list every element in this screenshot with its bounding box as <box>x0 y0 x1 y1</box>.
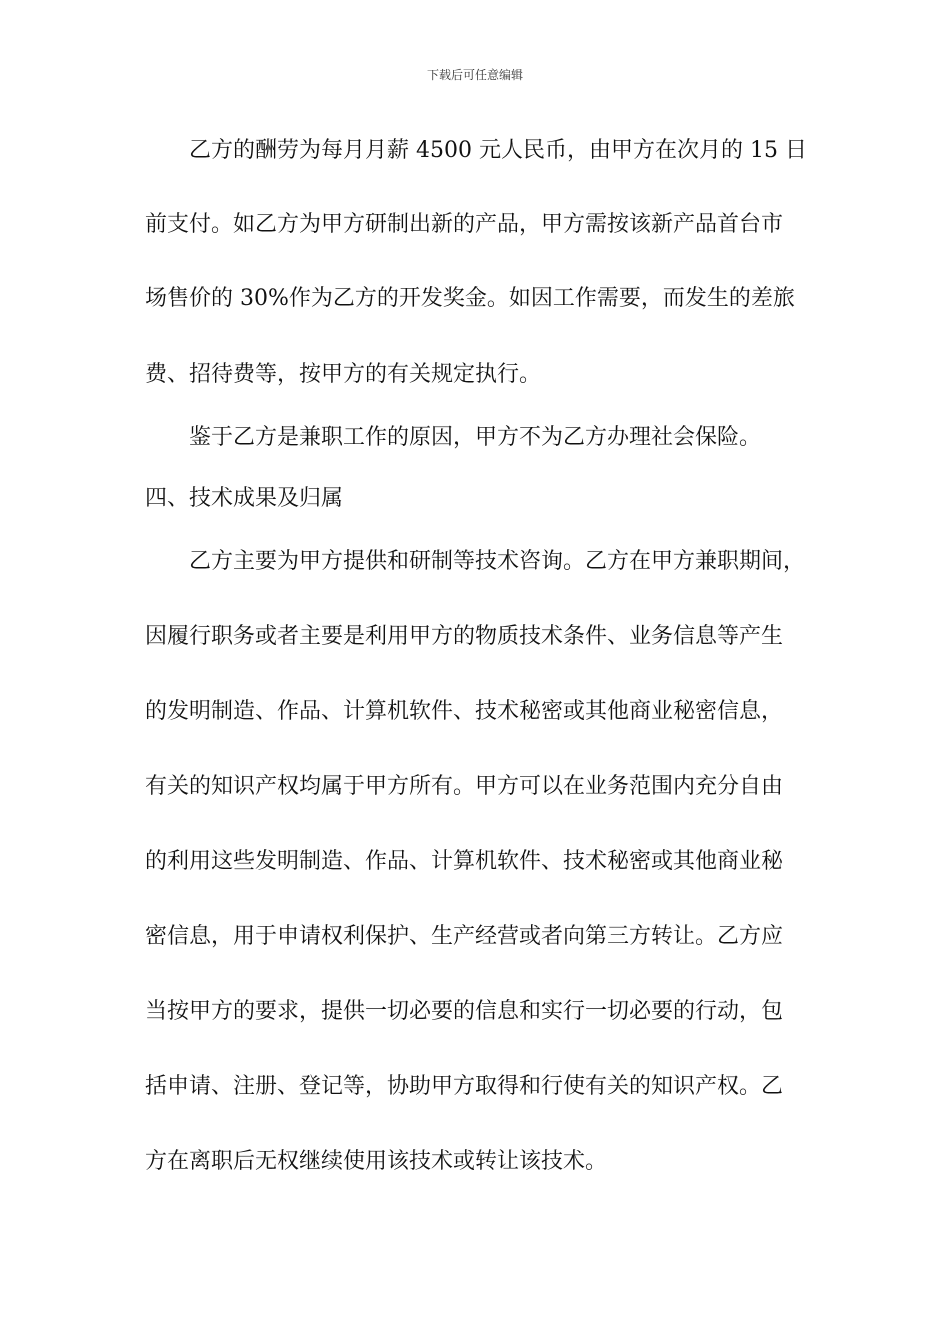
paragraph-line: 乙方的酬劳为每月月薪 4500 元人民币，由甲方在次月的 15 日 <box>189 138 807 163</box>
page-header: 下载后可任意编辑 <box>426 68 523 82</box>
paragraph-line: 鉴于乙方是兼职工作的原因，甲方不为乙方办理社会保险。 <box>189 425 762 450</box>
paragraph-line: 因履行职务或者主要是利用甲方的物质技术条件、业务信息等产生 <box>145 624 784 649</box>
paragraph-line: 的利用这些发明制造、作品、计算机软件、技术秘密或其他商业秘 <box>145 849 784 874</box>
paragraph-line: 的发明制造、作品、计算机软件、技术秘密或其他商业秘密信息， <box>145 699 784 724</box>
paragraph-line: 前支付。如乙方为甲方研制出新的产品，甲方需按该新产品首台市 <box>145 212 784 237</box>
paragraph-line: 密信息，用于申请权利保护、生产经营或者向第三方转让。乙方应 <box>145 924 784 949</box>
paragraph-line: 乙方主要为甲方提供和研制等技术咨询。乙方在甲方兼职期间， <box>189 549 806 574</box>
paragraph-line: 有关的知识产权均属于甲方所有。甲方可以在业务范围内充分自由 <box>145 774 784 799</box>
section-heading: 四、技术成果及归属 <box>145 486 344 511</box>
paragraph-line: 场售价的 30%作为乙方的开发奖金。如因工作需要，而发生的差旅 <box>145 286 795 311</box>
paragraph-line: 当按甲方的要求，提供一切必要的信息和实行一切必要的行动，包 <box>145 999 784 1024</box>
paragraph-line: 费、招待费等，按甲方的有关规定执行。 <box>145 362 542 387</box>
paragraph-line: 括申请、注册、登记等，协助甲方取得和行使有关的知识产权。乙 <box>145 1074 784 1099</box>
paragraph-line: 方在离职后无权继续使用该技术或转让该技术。 <box>145 1149 608 1174</box>
